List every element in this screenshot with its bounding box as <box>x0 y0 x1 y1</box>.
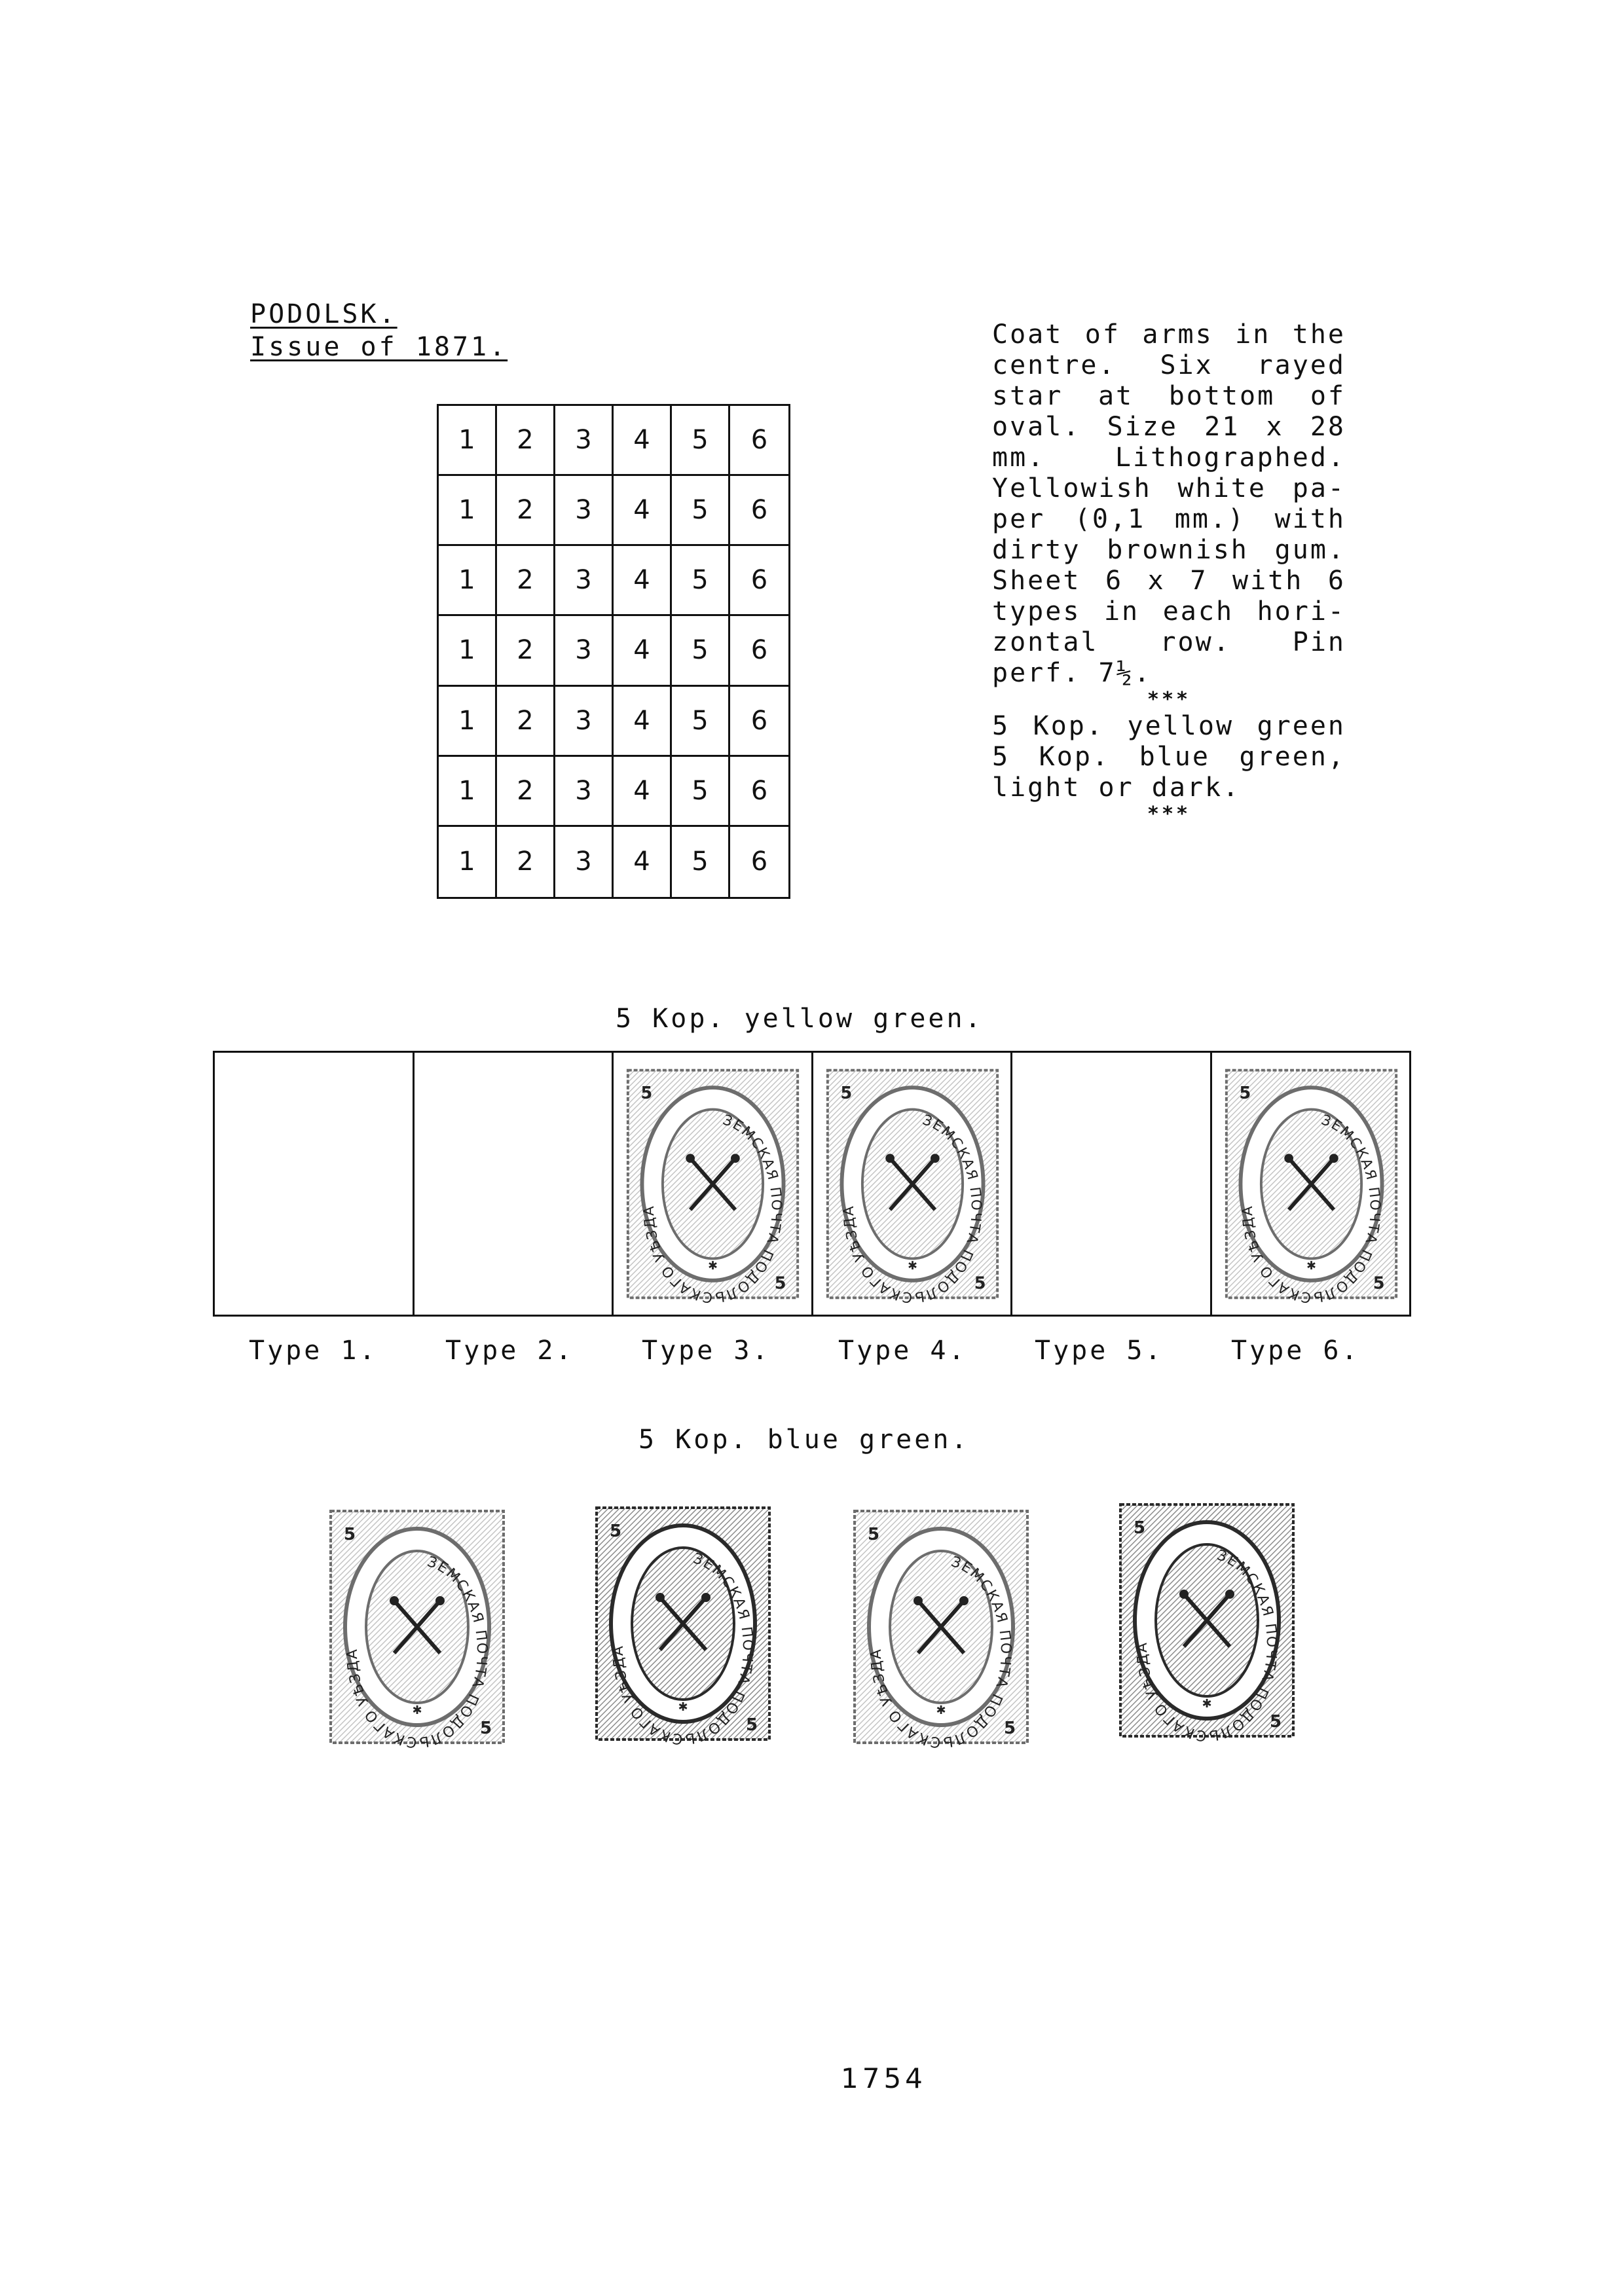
svg-text:✱: ✱ <box>936 1704 946 1717</box>
type-label-6: Type 6. <box>1231 1336 1360 1366</box>
description-line: zontal row. Pin <box>992 627 1346 657</box>
sheet-cell: 1 <box>439 616 497 686</box>
type-label-1: Type 1. <box>249 1336 378 1366</box>
sheet-cell: 1 <box>439 687 497 757</box>
sheet-cell: 3 <box>555 406 614 476</box>
sheet-cell: 5 <box>672 616 730 686</box>
sheet-cell: 5 <box>672 827 730 897</box>
sheet-cell: 5 <box>672 546 730 616</box>
sheet-cell: 6 <box>750 847 768 877</box>
description-line: perf. 7½. <box>992 658 1152 688</box>
svg-text:5: 5 <box>344 1525 356 1544</box>
svg-text:✱: ✱ <box>412 1704 422 1717</box>
svg-text:ЗЕМСКАЯ ПОЧТА ПОДОЛЬСКАГО УѢЗ: ЗЕМСКАЯ ПОЧТА ПОДОЛЬСКАГО УѢЗДА <box>610 1550 756 1745</box>
svg-text:5: 5 <box>840 1083 852 1103</box>
type-label-2: Type 2. <box>445 1336 574 1366</box>
issue-subtitle: Issue of 1871. <box>250 332 508 362</box>
description-line: Sheet 6 x 7 with 6 <box>992 566 1346 596</box>
sheet-cell: 4 <box>614 476 672 546</box>
description-line: dirty brownish gum. <box>992 535 1346 565</box>
blue-green-stamp-slot <box>325 1506 509 1751</box>
sheet-cell: 4 <box>614 546 672 616</box>
sheet-cell: 3 <box>555 476 614 546</box>
sheet-layout-grid <box>437 404 790 899</box>
type-label-3: Type 3. <box>642 1336 771 1366</box>
variety-line: 5 Kop. yellow green <box>992 711 1346 741</box>
sheet-cell: 4 <box>614 406 672 476</box>
blue-green-stamp-slot <box>849 1506 1033 1751</box>
sheet-cell: 1 <box>439 546 497 616</box>
description-line: oval. Size 21 x 28 <box>992 412 1346 442</box>
description-block <box>992 319 1346 826</box>
sheet-cell: 3 <box>555 827 614 897</box>
separator-stars: *** <box>1147 688 1191 711</box>
type-label-5: Type 5. <box>1035 1336 1164 1366</box>
sheet-cell: 6 <box>730 687 788 757</box>
svg-text:✱: ✱ <box>678 1700 688 1714</box>
blue-green-stamp-slot <box>591 1503 775 1747</box>
blue-green-stamp-slot <box>1115 1499 1299 1744</box>
svg-text:5: 5 <box>868 1525 880 1544</box>
type-slot <box>614 1053 813 1315</box>
sheet-cell: 2 <box>497 616 555 686</box>
stamp-image <box>822 1065 1003 1303</box>
sheet-cell: 4 <box>614 616 672 686</box>
sheet-cell: 2 <box>497 406 555 476</box>
sheet-cell: 1 <box>439 476 497 546</box>
sheet-cell: 4 <box>614 687 672 757</box>
svg-text:5: 5 <box>1004 1719 1016 1738</box>
sheet-cell: 4 <box>614 757 672 827</box>
svg-text:5: 5 <box>974 1273 986 1294</box>
stamp-image <box>849 1506 1033 1748</box>
sheet-cell: 2 <box>497 757 555 827</box>
sheet-cell: 3 <box>555 616 614 686</box>
svg-text:5: 5 <box>1239 1083 1251 1103</box>
sheet-cell: 1 <box>439 757 497 827</box>
description-line: star at bottom of <box>992 381 1346 411</box>
svg-text:ЗЕМСКАЯ ПОЧТА ПОДОЛЬСКАГО УѢЗ: ЗЕМСКАЯ ПОЧТА ПОДОЛЬСКАГО УѢЗДА <box>1239 1112 1383 1303</box>
type-slot <box>1012 1053 1212 1315</box>
description-line: per (0,1 mm.) with <box>992 504 1346 534</box>
sheet-cell: 6 <box>730 476 788 546</box>
svg-text:5: 5 <box>1134 1518 1146 1538</box>
svg-text:ЗЕМСКАЯ ПОЧТА ПОДОЛЬСКАГО УѢЗ: ЗЕМСКАЯ ПОЧТА ПОДОЛЬСКАГО УѢЗДА <box>640 1112 784 1303</box>
sheet-cell: 2 <box>497 827 555 897</box>
sheet-cell: 3 <box>555 687 614 757</box>
svg-text:5: 5 <box>610 1522 622 1541</box>
sheet-cell: 2 <box>497 476 555 546</box>
sheet-cell: 6 <box>730 406 788 476</box>
svg-text:ЗЕМСКАЯ ПОЧТА ПОДОЛЬСКАГО УѢЗ: ЗЕМСКАЯ ПОЧТА ПОДОЛЬСКАГО УѢЗДА <box>1134 1547 1280 1741</box>
yellow-green-heading: 5 Kop. yellow green. <box>616 1004 984 1034</box>
svg-text:✱: ✱ <box>1306 1260 1316 1273</box>
stamp-image <box>1221 1065 1401 1303</box>
svg-text:✱: ✱ <box>907 1260 917 1273</box>
stamp-image <box>1115 1499 1299 1741</box>
description-line: mm. Lithographed. <box>992 443 1346 473</box>
stamp-image <box>325 1506 509 1748</box>
types-strip <box>213 1051 1411 1317</box>
type-slot <box>415 1053 614 1315</box>
sheet-cell: 5 <box>672 476 730 546</box>
svg-text:✱: ✱ <box>708 1260 718 1273</box>
type-label-4: Type 4. <box>838 1336 967 1366</box>
svg-text:✱: ✱ <box>1202 1697 1212 1711</box>
type-slot <box>215 1053 415 1315</box>
svg-text:5: 5 <box>1270 1712 1282 1732</box>
sheet-cell: 2 <box>497 687 555 757</box>
page-title: PODOLSK. <box>250 299 397 329</box>
sheet-cell: 6 <box>730 616 788 686</box>
variety-line: 5 Kop. blue green, <box>992 742 1346 772</box>
variety-line: light or dark. <box>992 773 1241 803</box>
sheet-cell: 5 <box>672 406 730 476</box>
svg-text:5: 5 <box>480 1719 492 1738</box>
sheet-cell: 6 <box>730 546 788 616</box>
svg-text:5: 5 <box>1373 1273 1385 1294</box>
type-slot <box>1212 1053 1410 1315</box>
svg-text:5: 5 <box>640 1083 653 1103</box>
sheet-cell: 2 <box>497 546 555 616</box>
sheet-cell: 3 <box>555 757 614 827</box>
sheet-cell: 5 <box>672 757 730 827</box>
description-line: Yellowish white pa- <box>992 473 1346 503</box>
sheet-cell: 1 <box>439 406 497 476</box>
description-line: Coat of arms in the <box>992 319 1346 350</box>
svg-text:5: 5 <box>746 1715 758 1735</box>
separator-stars: *** <box>1147 803 1191 826</box>
svg-text:ЗЕМСКАЯ ПОЧТА ПОДОЛЬСКАГО УѢЗ: ЗЕМСКАЯ ПОЧТА ПОДОЛЬСКАГО УѢЗДА <box>840 1112 984 1303</box>
sheet-cell: 1 <box>439 827 497 897</box>
sheet-cell: 6 <box>730 757 788 827</box>
blue-green-heading: 5 Kop. blue green. <box>638 1425 970 1455</box>
svg-text:ЗЕМСКАЯ ПОЧТА ПОДОЛЬСКАГО УѢЗ: ЗЕМСКАЯ ПОЧТА ПОДОЛЬСКАГО УѢЗДА <box>344 1554 490 1748</box>
sheet-cell: 5 <box>672 687 730 757</box>
description-line: types in each hori- <box>992 596 1346 627</box>
page-number: 1754 <box>841 2062 927 2094</box>
description-line: centre. Six rayed <box>992 350 1346 380</box>
stamp-image <box>591 1503 775 1745</box>
type-slot <box>813 1053 1013 1315</box>
svg-text:5: 5 <box>774 1273 786 1294</box>
sheet-cell: 4 <box>614 827 672 897</box>
svg-text:ЗЕМСКАЯ ПОЧТА ПОДОЛЬСКАГО УѢЗ: ЗЕМСКАЯ ПОЧТА ПОДОЛЬСКАГО УѢЗДА <box>868 1554 1014 1748</box>
stamp-image <box>623 1065 803 1303</box>
sheet-cell: 3 <box>555 546 614 616</box>
